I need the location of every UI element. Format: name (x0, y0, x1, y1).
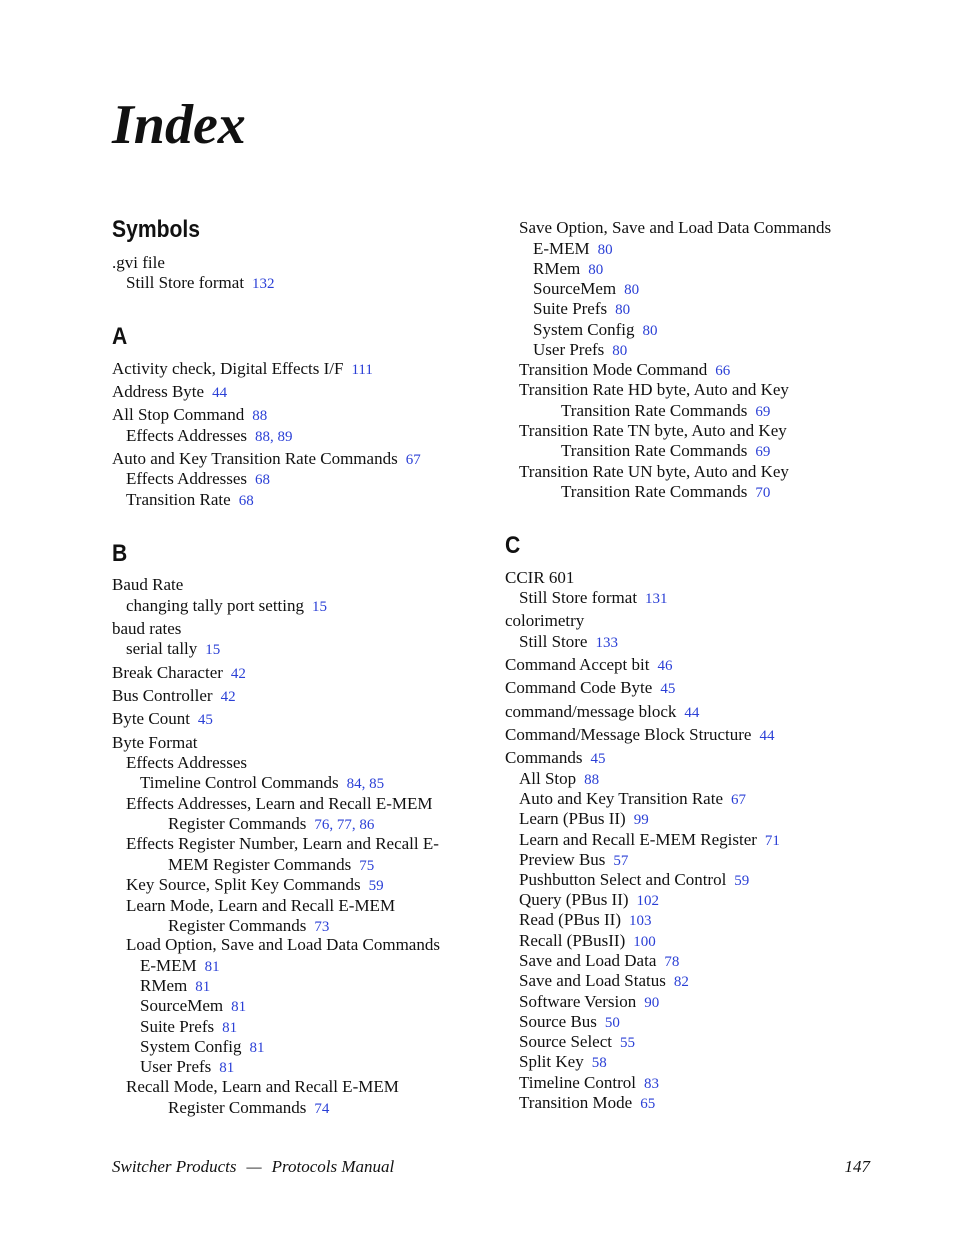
index-subentry (519, 462, 789, 482)
page-refs (584, 772, 599, 788)
page-link[interactable]: 69 (755, 404, 771, 420)
index-term: Preview Bus (519, 850, 606, 869)
page-link[interactable]: 75 (359, 858, 375, 874)
index-term: Learn Mode, Learn and Recall E-MEM (126, 896, 396, 915)
index-subentry (126, 753, 247, 773)
index-subentry (140, 996, 246, 1017)
index-subentry (519, 870, 749, 891)
index-term: Effects Register Number, Learn and Recall E- (126, 834, 439, 853)
page-link[interactable]: 81 (219, 1060, 235, 1076)
page-link[interactable]: 59 (368, 878, 384, 894)
index-term: Auto and Key Transition Rate Commands (112, 449, 398, 468)
page-link[interactable]: 15 (312, 599, 327, 615)
index-subentry (126, 896, 395, 916)
page-link[interactable]: 89 (277, 429, 293, 445)
index-term: User Prefs (533, 340, 605, 359)
page-refs (734, 873, 749, 889)
index-term: E-MEM (140, 956, 197, 975)
index-term: Transition Rate Commands (561, 482, 748, 501)
index-term: Baud Rate (112, 575, 184, 594)
index-subentry (519, 992, 659, 1013)
index-term: Transition Rate HD byte, Auto and Key (519, 380, 789, 399)
page-link[interactable]: 90 (644, 995, 660, 1011)
index-term: System Config (140, 1037, 242, 1056)
page-separator: , (270, 429, 278, 445)
page-link[interactable]: 57 (613, 853, 629, 869)
page-refs (212, 385, 227, 401)
page-link[interactable]: 81 (231, 999, 247, 1015)
index-term: Software Version (519, 992, 637, 1011)
index-term: Break Character (112, 663, 223, 682)
index-entry (112, 663, 246, 684)
page-refs (615, 302, 630, 318)
page-link[interactable]: 80 (588, 262, 604, 278)
index-subentry (126, 273, 275, 294)
page-link[interactable]: 80 (624, 282, 640, 298)
page-separator: , (361, 776, 370, 792)
index-term: Byte Format (112, 733, 198, 752)
index-term: Command/Message Block Structure (505, 725, 752, 744)
index-term: serial tally (126, 639, 198, 658)
page-link[interactable]: 111 (351, 362, 373, 378)
index-term: Command Accept bit (505, 655, 650, 674)
index-subentry (519, 789, 746, 810)
page-refs (351, 362, 372, 378)
index-term: Recall (PBusII) (519, 931, 626, 950)
index-term: Register Commands (168, 916, 307, 935)
section-heading: Symbols (112, 216, 201, 243)
page-link[interactable]: 70 (755, 485, 771, 501)
page-link[interactable]: 86 (359, 817, 375, 833)
index-term: User Prefs (140, 1057, 212, 1076)
page-link[interactable]: 85 (369, 776, 385, 792)
index-term: Still Store (519, 632, 588, 651)
index-subentry (519, 971, 689, 992)
section-heading: B (112, 540, 128, 567)
page-refs (664, 954, 679, 970)
index-term: .gvi file (112, 253, 165, 272)
index-subentry (168, 916, 329, 937)
page-refs (644, 995, 659, 1011)
index-subentry (519, 1052, 607, 1073)
page-refs (765, 833, 780, 849)
index-term: Load Option, Save and Load Data Commands (126, 935, 440, 954)
page-link[interactable]: 81 (222, 1020, 238, 1036)
index-term: baud rates (112, 619, 182, 638)
index-term: Register Commands (168, 1098, 307, 1117)
page-refs (590, 751, 605, 767)
index-term: Commands (505, 748, 583, 767)
index-subentry (519, 931, 656, 952)
page-link[interactable]: 73 (314, 919, 330, 935)
index-subentry (519, 1073, 659, 1094)
page-refs (595, 635, 618, 651)
page-link[interactable]: 42 (230, 666, 246, 682)
index-subentry (561, 482, 770, 503)
page-link[interactable]: 100 (633, 934, 656, 950)
index-term: Recall Mode, Learn and Recall E-MEM (126, 1077, 399, 1096)
index-entry (112, 253, 165, 273)
index-subentry (126, 935, 440, 955)
index-term: All Stop Command (112, 405, 245, 424)
index-subentry (126, 490, 254, 511)
index-term: RMem (533, 259, 581, 278)
index-term: Effects Addresses (126, 753, 248, 772)
index-term: MEM Register Commands (168, 855, 352, 874)
page-link[interactable]: 80 (615, 302, 631, 318)
index-term: All Stop (519, 769, 577, 788)
page-link[interactable]: 58 (591, 1055, 607, 1071)
index-term: Effects Addresses, Learn and Recall E-MEM (126, 794, 433, 813)
footer-manual: Protocols Manual (271, 1157, 395, 1176)
index-subentry (519, 1032, 635, 1053)
page-refs (660, 681, 675, 697)
index-term: SourceMem (533, 279, 617, 298)
index-term: E-MEM (533, 239, 590, 258)
index-subentry (519, 1093, 655, 1114)
page-refs (205, 959, 220, 975)
page-refs (222, 1020, 237, 1036)
index-term: Byte Count (112, 709, 190, 728)
index-subentry (126, 875, 384, 896)
page-link[interactable]: 133 (595, 635, 618, 651)
index-term: Query (PBus II) (519, 890, 629, 909)
page-link[interactable]: 45 (660, 681, 676, 697)
page-refs (598, 242, 613, 258)
page-refs (657, 658, 672, 674)
index-subentry (519, 588, 668, 609)
index-subentry (519, 769, 599, 790)
index-term: Key Source, Split Key Commands (126, 875, 361, 894)
page-refs (633, 934, 656, 950)
index-term: Save and Load Data (519, 951, 657, 970)
index-subentry (533, 239, 613, 260)
index-term: Split Key (519, 1052, 584, 1071)
index-subentry (140, 976, 210, 997)
index-term: Read (PBus II) (519, 910, 621, 929)
index-term: SourceMem (140, 996, 224, 1015)
page-refs (715, 363, 730, 379)
index-subentry (519, 360, 730, 381)
page-refs (759, 728, 774, 744)
page-refs (629, 913, 652, 929)
footer-document-title (112, 1157, 394, 1177)
page-link[interactable]: 76 (314, 817, 330, 833)
page-refs (312, 599, 327, 615)
page-link[interactable]: 80 (597, 242, 613, 258)
page-refs (369, 878, 384, 894)
section-heading: C (505, 532, 521, 559)
index-subentry (533, 299, 630, 320)
page-link[interactable]: 88 (252, 408, 268, 424)
page-refs (252, 408, 267, 424)
index-term: Address Byte (112, 382, 205, 401)
page-link[interactable]: 81 (249, 1040, 265, 1056)
page-link[interactable]: 132 (252, 276, 275, 292)
page-refs (592, 1055, 607, 1071)
page-refs (640, 1096, 655, 1112)
page-refs (755, 485, 770, 501)
page-link[interactable]: 42 (220, 689, 236, 705)
page-link[interactable]: 67 (731, 792, 746, 808)
index-term: Source Bus (519, 1012, 597, 1031)
page-refs (195, 979, 210, 995)
page-link[interactable]: 45 (197, 712, 213, 728)
index-subentry (561, 401, 770, 422)
index-term: System Config (533, 320, 635, 339)
page-refs (637, 893, 660, 909)
index-subentry (533, 320, 658, 341)
page-refs (755, 444, 770, 460)
index-term: command/message block (505, 702, 677, 721)
index-subentry (519, 421, 787, 441)
index-subentry (126, 834, 439, 854)
page-link[interactable]: 88 (255, 429, 271, 445)
index-subentry (126, 1077, 399, 1097)
index-term: Bus Controller (112, 686, 213, 705)
page-link[interactable]: 99 (633, 812, 649, 828)
index-subentry (519, 380, 789, 400)
index-entry (112, 575, 183, 595)
index-term: Transition Rate TN byte, Auto and Key (519, 421, 787, 440)
page-refs (731, 792, 746, 808)
page-link[interactable]: 81 (195, 979, 211, 995)
page-refs (644, 1076, 659, 1092)
index-subentry (168, 814, 374, 835)
page-link[interactable]: 131 (645, 591, 668, 607)
page-refs (314, 1101, 329, 1117)
index-term: Command Code Byte (505, 678, 653, 697)
index-subentry (519, 632, 618, 653)
index-entry (112, 382, 227, 403)
index-term: Effects Addresses (126, 469, 248, 488)
index-subentry (126, 794, 433, 814)
index-term: Timeline Control (519, 1073, 636, 1092)
page-link[interactable]: 68 (238, 493, 254, 509)
index-subentry (126, 639, 220, 660)
index-entry (112, 405, 267, 426)
page-link[interactable]: 80 (612, 343, 628, 359)
page-link[interactable]: 81 (204, 959, 220, 975)
footer-dash: — (246, 1157, 262, 1176)
page-refs (624, 282, 639, 298)
page-link[interactable]: 88 (584, 772, 600, 788)
index-subentry (140, 956, 220, 977)
index-term: Suite Prefs (140, 1017, 215, 1036)
page-refs (314, 817, 374, 833)
index-entry (505, 678, 675, 699)
index-term: Transition Rate Commands (561, 441, 748, 460)
index-entry (505, 725, 774, 746)
index-term: Transition Rate (126, 490, 231, 509)
index-subentry (561, 441, 770, 462)
index-entry (112, 709, 213, 730)
index-term: Save Option, Save and Load Data Commands (519, 218, 832, 237)
page-link[interactable]: 82 (673, 974, 689, 990)
page-refs (219, 1060, 234, 1076)
page-refs (359, 858, 374, 874)
page-refs (221, 689, 236, 705)
page-title: Index (112, 94, 246, 156)
index-entry (112, 686, 236, 707)
page-link[interactable]: 69 (755, 444, 771, 460)
index-term: Source Select (519, 1032, 612, 1051)
page-separator: , (351, 817, 360, 833)
page-refs (645, 591, 668, 607)
index-term: Register Commands (168, 814, 307, 833)
page-refs (231, 666, 246, 682)
page-refs (755, 404, 770, 420)
index-subentry (533, 259, 603, 280)
page-refs (205, 642, 220, 658)
page-link[interactable]: 74 (314, 1101, 330, 1117)
index-subentry (519, 1012, 620, 1033)
index-term: Effects Addresses (126, 426, 248, 445)
page-refs (314, 919, 329, 935)
page-refs (255, 472, 270, 488)
page-link[interactable]: 103 (628, 913, 652, 929)
index-subentry (168, 1098, 329, 1119)
index-subentry (519, 830, 780, 851)
index-entry (505, 748, 605, 769)
page-refs (643, 323, 658, 339)
index-term: Still Store format (519, 588, 638, 607)
page-link[interactable]: 59 (734, 873, 750, 889)
index-entry (505, 568, 574, 588)
index-term: Transition Rate UN byte, Auto and Key (519, 462, 789, 481)
page-link[interactable]: 67 (405, 452, 421, 468)
index-term: Timeline Control Commands (140, 773, 339, 792)
index-subentry (519, 910, 651, 931)
index-term: Transition Rate Commands (561, 401, 748, 420)
page-refs (588, 262, 603, 278)
page-refs (634, 812, 649, 828)
index-term: RMem (140, 976, 188, 995)
index-entry (112, 449, 421, 470)
index-entry (505, 655, 672, 676)
page-refs (406, 452, 421, 468)
index-term: changing tally port setting (126, 596, 304, 615)
page-refs (684, 705, 699, 721)
index-entry (112, 619, 181, 639)
page-link[interactable]: 44 (759, 728, 775, 744)
page-refs (231, 999, 246, 1015)
index-entry (505, 702, 699, 723)
index-subentry (519, 218, 831, 238)
index-subentry (533, 279, 639, 300)
page-refs (255, 429, 293, 445)
index-subentry (140, 1057, 234, 1078)
index-subentry (519, 890, 659, 911)
index-term: Learn and Recall E-MEM Register (519, 830, 757, 849)
index-subentry (126, 469, 270, 490)
page-link[interactable]: 44 (684, 705, 700, 721)
page-link[interactable]: 71 (764, 833, 780, 849)
page-link[interactable]: 84 (346, 776, 362, 792)
page-link[interactable]: 46 (657, 658, 673, 674)
page-link[interactable]: 66 (715, 363, 731, 379)
index-term: Activity check, Digital Effects I/F (112, 359, 344, 378)
index-subentry (533, 340, 627, 361)
page-refs (252, 276, 275, 292)
index-term: Suite Prefs (533, 299, 608, 318)
page-link[interactable]: 45 (590, 751, 606, 767)
index-subentry (126, 426, 293, 447)
index-term: Still Store format (126, 273, 245, 292)
page-link[interactable]: 68 (255, 472, 271, 488)
index-subentry (140, 1017, 237, 1038)
index-term: CCIR 601 (505, 568, 575, 587)
index-subentry (168, 855, 374, 876)
index-term: colorimetry (505, 611, 585, 630)
page-link[interactable]: 44 (212, 385, 228, 401)
page-link[interactable]: 15 (205, 642, 221, 658)
index-subentry (140, 1037, 265, 1058)
footer-page-number: 147 (844, 1157, 870, 1176)
index-subentry (519, 850, 628, 871)
index-term: Transition Mode Command (519, 360, 708, 379)
index-entry (112, 733, 197, 753)
page-refs (347, 776, 385, 792)
page-link[interactable]: 50 (604, 1015, 620, 1031)
page-separator: , (329, 817, 337, 833)
index-subentry (519, 809, 649, 830)
page-link[interactable]: 83 (643, 1076, 659, 1092)
page-refs (612, 343, 627, 359)
page-refs (613, 853, 628, 869)
index-entry (505, 611, 584, 631)
page-refs (198, 712, 213, 728)
page-link[interactable]: 77 (336, 817, 352, 833)
index-entry (112, 359, 373, 380)
page-refs (674, 974, 689, 990)
page-link[interactable]: 55 (620, 1035, 635, 1051)
page-refs (239, 493, 254, 509)
index-subentry (140, 773, 384, 794)
page-link[interactable]: 102 (636, 893, 660, 909)
page-link[interactable]: 78 (664, 954, 680, 970)
index-subentry (126, 596, 327, 617)
page-refs (250, 1040, 265, 1056)
page-link[interactable]: 65 (640, 1096, 656, 1112)
index-term: Auto and Key Transition Rate (519, 789, 723, 808)
section-heading: A (112, 323, 128, 350)
index-term: Transition Mode (519, 1093, 633, 1112)
footer-product: Switcher Products (112, 1157, 237, 1176)
index-term: Save and Load Status (519, 971, 666, 990)
index-term: Pushbutton Select and Control (519, 870, 727, 889)
page-refs (620, 1035, 635, 1051)
page-link[interactable]: 80 (642, 323, 658, 339)
index-subentry (519, 951, 679, 972)
page-refs (605, 1015, 620, 1031)
index-term: Learn (PBus II) (519, 809, 626, 828)
